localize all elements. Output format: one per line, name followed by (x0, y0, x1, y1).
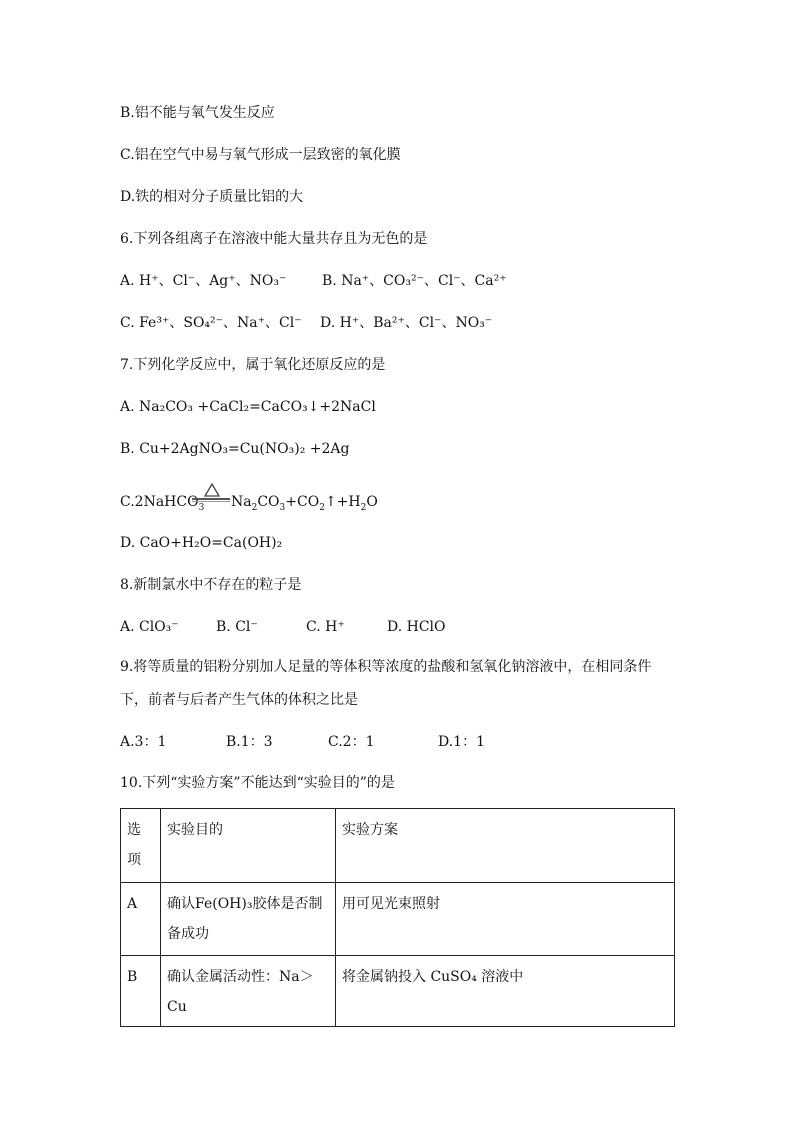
header-option: 选项 (121, 809, 161, 883)
table-header-row (121, 809, 675, 883)
q8-option-c: C. H⁺ (306, 619, 345, 635)
q7-option-b: B. Cu+2AgNO₃=Cu(NO₃)₂ +2Ag (120, 441, 350, 457)
q10-stem: 10.下列“实验方案”不能达到“实验目的”的是 (120, 775, 395, 791)
q7-option-d: D. CaO+H₂O=Ca(OH)₂ (120, 535, 283, 551)
table-row (121, 956, 675, 1027)
q9-stem-line1: 9.将等质量的铝粉分别加人足量的等体积等浓度的盐酸和氢氧化钠溶液中，在相同条件 (120, 659, 652, 675)
q6-option-a: A. H⁺、Cl⁻、Ag⁺、NO₃⁻ (120, 273, 287, 289)
row-a-plan: 用可见光束照射 (336, 883, 675, 956)
q7-option-a: A. Na₂CO₃ +CaCl₂=CaCO₃↓+2NaCl (120, 399, 376, 415)
q7-stem: 7.下列化学反应中，属于氧化还原反应的是 (120, 357, 386, 373)
q6-option-d: D. H⁺、Ba²⁺、Cl⁻、NO₃⁻ (320, 315, 493, 331)
q5-option-b: B.铝不能与氧气发生反应 (120, 105, 275, 121)
row-b-purpose: 确认金属活动性：Na＞Cu (161, 956, 336, 1027)
q9-option-c: C.2：1 (328, 734, 375, 750)
q6-stem: 6.下列各组离子在溶液中能大量共存且为无色的是 (120, 231, 428, 247)
q6-option-c: C. Fe³⁺、SO₄²⁻、Na⁺、Cl⁻ (120, 315, 302, 331)
q8-option-a: A. ClO₃⁻ (120, 619, 179, 635)
q9-stem-line2: 下，前者与后者产生气体的体积之比是 (120, 692, 358, 708)
q5-option-d: D.铁的相对分子质量比铝的大 (120, 189, 304, 205)
q9-option-d: D.1：1 (438, 734, 485, 750)
reaction-arrow-bar (192, 498, 230, 502)
header-purpose: 实验目的 (161, 809, 336, 883)
heat-triangle-icon (204, 483, 220, 497)
q6-option-b: B. Na⁺、CO₃²⁻、Cl⁻、Ca²⁺ (322, 273, 507, 289)
table-row (121, 883, 675, 956)
row-a-option: A (121, 883, 161, 956)
q9-option-b: B.1：3 (226, 734, 273, 750)
q9-option-a: A.3：1 (120, 734, 167, 750)
row-b-option: B (121, 956, 161, 1027)
q8-option-d: D. HClO (387, 619, 446, 635)
header-plan: 实验方案 (336, 809, 675, 883)
row-b-plan: 将金属钠投入 CuSO₄ 溶液中 (336, 956, 675, 1027)
experiment-table (120, 808, 675, 1027)
q8-stem: 8.新制氯水中不存在的粒子是 (120, 577, 302, 593)
q8-option-b: B. Cl⁻ (216, 619, 258, 635)
row-a-purpose: 确认Fe(OH)₃胶体是否制备成功 (161, 883, 336, 956)
q5-option-c: C.铝在空气中易与氧气形成一层致密的氧化膜 (120, 147, 401, 163)
